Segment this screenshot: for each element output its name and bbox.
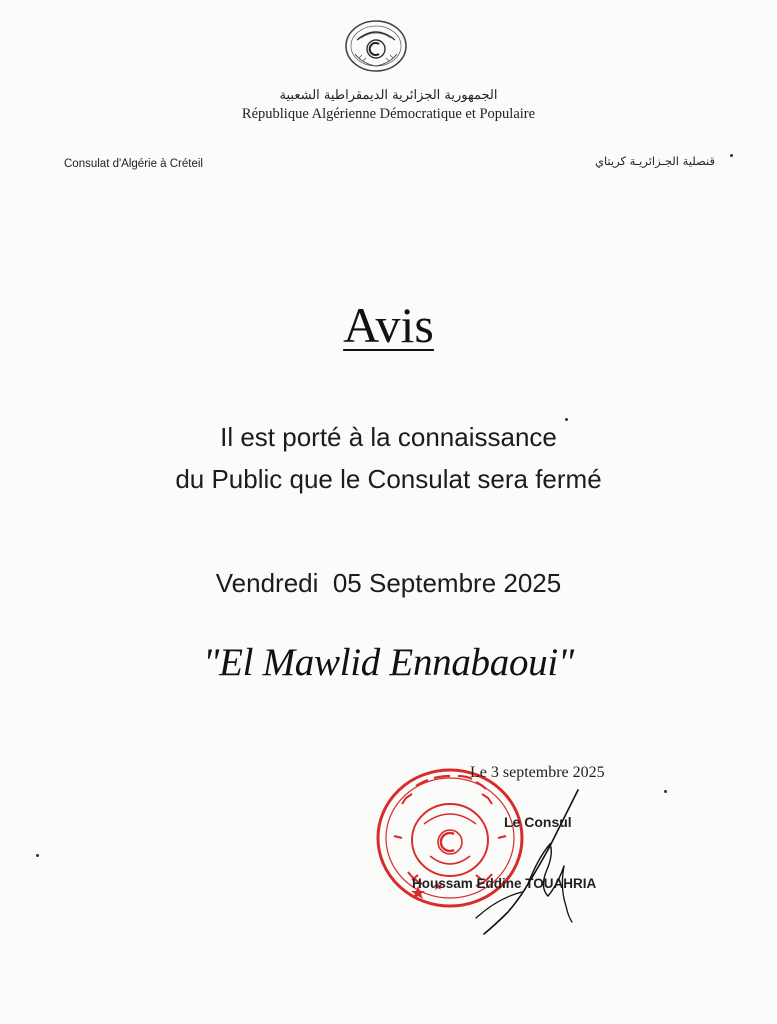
closure-date: Vendredi 05 Septembre 2025	[215, 568, 562, 598]
scan-speck	[565, 418, 568, 421]
scan-speck	[36, 854, 39, 857]
holiday-name: "El Mawlid Ennabaoui"	[203, 641, 574, 684]
scan-speck	[664, 790, 667, 793]
notice-line-1: Il est porté à la connaissance	[220, 422, 557, 452]
republic-title-french: République Algérienne Démocratique et Populaire	[241, 106, 536, 122]
notice-line-2: du Public que le Consulat sera fermé	[175, 464, 602, 494]
scan-speck	[730, 154, 733, 157]
consulate-name-arabic: قنصلية الجـزائريـة كريتاي	[594, 154, 715, 168]
signatory-name: Houssam Eddine TOUAHRIA	[412, 876, 597, 891]
notice-title	[0, 296, 777, 354]
signature-date: Le 3 septembre 2025	[470, 764, 605, 781]
algeria-emblem-icon	[343, 18, 409, 74]
notice-title-text: Avis	[343, 297, 434, 353]
signatory-title: Le Consul	[504, 814, 572, 830]
republic-title-arabic: الجمهورية الجزائرية الديمقراطية الشعبية	[279, 88, 498, 103]
consulate-name-french: Consulat d'Algérie à Créteil	[64, 158, 203, 170]
handwritten-signature-icon	[468, 788, 588, 938]
